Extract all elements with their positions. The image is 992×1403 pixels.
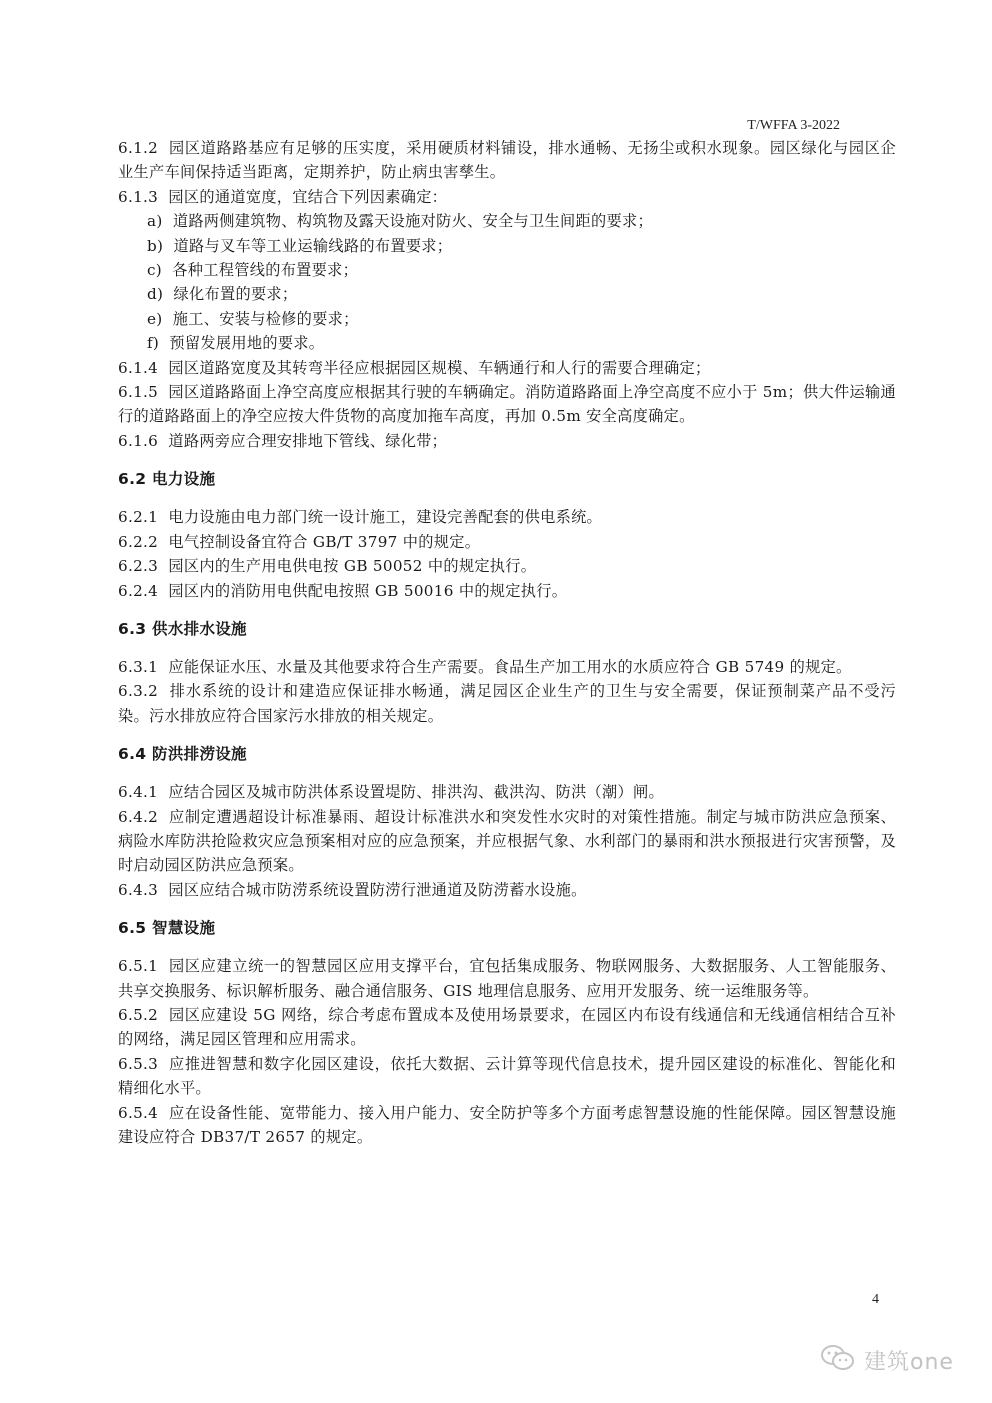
list-item: d) 绿化布置的要求； [147, 285, 298, 304]
document-body [118, 136, 896, 1149]
clause-6-2-3: 6.2.3 园区内的生产用电供电按 GB 50052 中的规定执行。 [118, 557, 537, 576]
clause-6-1-2: 6.1.2 园区道路路基应有足够的压实度，采用硬质材料铺设，排水通畅、无扬尘或积水现象。园区绿化与园区企业生产车间保持适当距离，定期养护，防止病虫害孳生。 [118, 139, 896, 182]
clause-6-5-4: 6.5.4 应在设备性能、宽带能力、接入用户能力、安全防护等多个方面考虑智慧设施的性能保障。园区智慧设施建设应符合 DB37/T 2657 的规定。 [118, 1103, 896, 1146]
clause-6-4-1: 6.4.1 应结合园区及城市防洪体系设置堤防、排洪沟、截洪沟、防洪（潮）闸。 [118, 783, 664, 802]
page-number: 4 [872, 1292, 879, 1307]
clause-6-1-6: 6.1.6 道路两旁应合理安排地下管线、绿化带； [118, 431, 448, 450]
watermark-text: 建筑one [864, 1349, 954, 1375]
list-item: e) 施工、安装与检修的要求； [147, 309, 359, 328]
clause-6-4-2: 6.4.2 应制定遭遇超设计标准暴雨、超设计标准洪水和突发性水灾时的对策性措施。制定与城市防洪应急预案、病险水库防洪抢险救灾应急预案相对应的应急预案，并应根据气象、水利部门的暴雨和洪水预报进行灾害预警，及时启动园区防洪应急预案。 [118, 807, 896, 875]
clause-6-5-2: 6.5.2 园区应建设 5G 网络，综合考虑布置成本及使用场景要求，在园区内布设有线通信和无线通信相结合互补的网络，满足园区管理和应用需求。 [118, 1005, 896, 1049]
clause-6-5-3: 6.5.3 应推进智慧和数字化园区建设，依托大数据、云计算等现代信息技术，提升园区建设的标准化、智能化和精细化水平。 [118, 1054, 896, 1098]
clause-6-4-3: 6.4.3 园区应结合城市防涝系统设置防涝行泄通道及防涝蓄水设施。 [118, 880, 587, 899]
section-heading-6-2: 6.2 电力设施 [118, 470, 216, 489]
document-code: T/WFFA 3-2022 [747, 118, 840, 133]
clause-6-2-1: 6.2.1 电力设施由电力部门统一设计施工，建设完善配套的供电系统。 [118, 508, 603, 527]
clause-6-1-3: 6.1.3 园区的通道宽度，宜结合下列因素确定： [118, 187, 448, 206]
list-item: c) 各种工程管线的布置要求； [147, 261, 359, 280]
clause-6-3-2: 6.3.2 排水系统的设计和建造应保证排水畅通，满足园区企业生产的卫生与安全需要，保证预制菜产品不受污染。污水排放应符合国家污水排放的相关规定。 [118, 682, 896, 725]
clause-6-2-4: 6.2.4 园区内的消防用电供配电按照 GB 50016 中的规定执行。 [118, 581, 568, 600]
list-item: b) 道路与叉车等工业运输线路的布置要求； [147, 236, 453, 255]
section-heading-6-4: 6.4 防洪排涝设施 [118, 745, 247, 764]
clause-6-5-1: 6.5.1 园区应建立统一的智慧园区应用支撑平台，宜包括集成服务、物联网服务、大数据服务、人工智能服务、共享交换服务、标识解析服务、融合通信服务、GIS 地理信息服务、应用开发服务、统一运维服务等。 [118, 957, 896, 1000]
wechat-icon [820, 1343, 856, 1377]
section-heading-6-5: 6.5 智慧设施 [118, 919, 216, 938]
watermark [820, 1342, 954, 1378]
clause-6-2-2: 6.2.2 电气控制设备宜符合 GB/T 3797 中的规定。 [118, 532, 481, 551]
list-item: a) 道路两侧建筑物、构筑物及露天设施对防火、安全与卫生间距的要求； [147, 212, 653, 231]
clause-6-1-5: 6.1.5 园区道路路面上净空高度应根据其行驶的车辆确定。消防道路路面上净空高度不应小于 5m；供大件运输通行的道路路面上的净空应按大件货物的高度加拖车高度，再加 0.5m 安全高度确定。 [118, 383, 896, 426]
clause-6-3-1: 6.3.1 应能保证水压、水量及其他要求符合生产需要。食品生产加工用水的水质应符合 GB 5749 的规定。 [118, 657, 852, 676]
clause-6-1-4: 6.1.4 园区道路宽度及其转弯半径应根据园区规模、车辆通行和人行的需要合理确定； [118, 358, 711, 377]
list-item: f) 预留发展用地的要求。 [147, 334, 325, 353]
section-heading-6-3: 6.3 供水排水设施 [118, 619, 247, 638]
